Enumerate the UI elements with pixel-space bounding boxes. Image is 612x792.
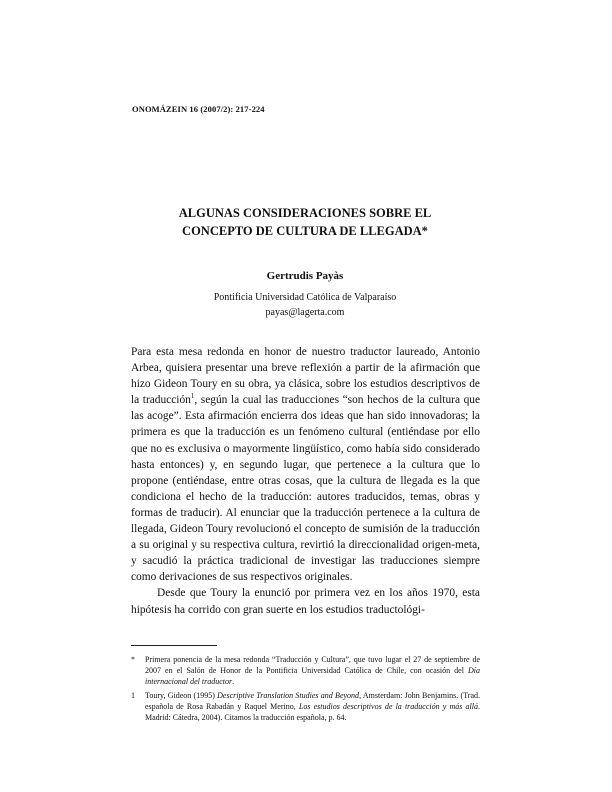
title-line-2: CONCEPTO DE CULTURA DE LLEGADA* bbox=[182, 224, 428, 238]
footnote-star bbox=[131, 654, 480, 688]
footnote-italic: Descriptive Translation Studies and Beyond bbox=[217, 690, 360, 700]
footnote-1 bbox=[131, 690, 480, 724]
author-affiliation-block bbox=[130, 290, 480, 320]
journal-citation: ONOMÁZEIN 16 (2007/2): 217-224 bbox=[132, 104, 265, 114]
footnote-mark: * bbox=[131, 655, 135, 664]
footnote-text-mid: , Amsterdam: John Benjamins. (Trad. española de Rosa Rabadán y Raquel Merino, bbox=[145, 690, 481, 711]
author-name: Gertrudis Payàs bbox=[266, 270, 344, 282]
title-line-1: ALGUNAS CONSIDERACIONES SOBRE EL bbox=[178, 206, 432, 220]
paragraph-2: Desde que Toury la enunció por primera vez en los años 1970, esta hipótesis ha corrido con gran suerte en los estudios traductológi- bbox=[131, 587, 480, 616]
footnote-text-end: . bbox=[232, 677, 235, 687]
footnote-separator bbox=[131, 645, 217, 646]
paragraph-1-text-b: , según la cual las traducciones “son hechos de la cultura que las acoge”. Esta afirmación encierra dos ideas que han sido innovadoras; la primera es que la traducción es un fenómeno cultural (entiéndase por ello que no es exclusiva o mayormente lingüístico, como había sido considerado hasta entonces) y, en segundo lugar, que pertenece a la cultura que lo propone (entiéndase, entre otras cosas, que la cultura de llegada es la que condiciona el hecho de la traducción: autores traducidos, temas, obras y formas de traducir). Al enunciar que la traducción pertenece a la cultura de llegada, Gideon Toury revolucionó el concepto de sumisión de la traducción a su original y su respectiva cultura, revirtió la direccionalidad origen-meta, y sacudió la práctica tradicional de investigar las traducciones siempre como derivaciones de sus respectivos originales. bbox=[131, 394, 481, 584]
article-title bbox=[130, 204, 480, 240]
affiliation: Pontificia Universidad Católica de Valparaíso bbox=[213, 292, 397, 303]
paragraph-1-text-a: Para esta mesa redonda en honor de nuestro traductor laureado, Antonio Arbea, quisiera presentar una breve reflexión a partir de la afirmación que hizo Gideon Toury en su obra, ya clásica, sobre los estudios descriptivos de la traducción bbox=[131, 346, 480, 407]
footnote-italic-2: Los estudios descriptivos de la traducción y más allá bbox=[298, 701, 478, 711]
author-email: payas@lagerta.com bbox=[265, 307, 345, 318]
footnote-ref-1[interactable]: 1 bbox=[190, 392, 195, 401]
paragraph-1 bbox=[131, 344, 480, 585]
footnotes bbox=[131, 654, 480, 725]
footnote-text: Primera ponencia de la mesa redonda “Traducción y Cultura”, que tuvo lugar el 27 de septiembre de 2007 en el Salón de Honor de la Pontificia Universidad Católica de Chile, con ocasión del bbox=[145, 655, 480, 676]
body-text bbox=[131, 344, 480, 618]
footnote-mark: 1 bbox=[131, 690, 135, 700]
footnote-text: Toury, Gideon (1995) bbox=[145, 690, 218, 700]
footnote-italic: Día internacional del traductor bbox=[145, 666, 480, 687]
footnote-text-end: . Madrid: Cátedra, 2004). Citamos la traducción española, p. 64. bbox=[145, 701, 480, 723]
